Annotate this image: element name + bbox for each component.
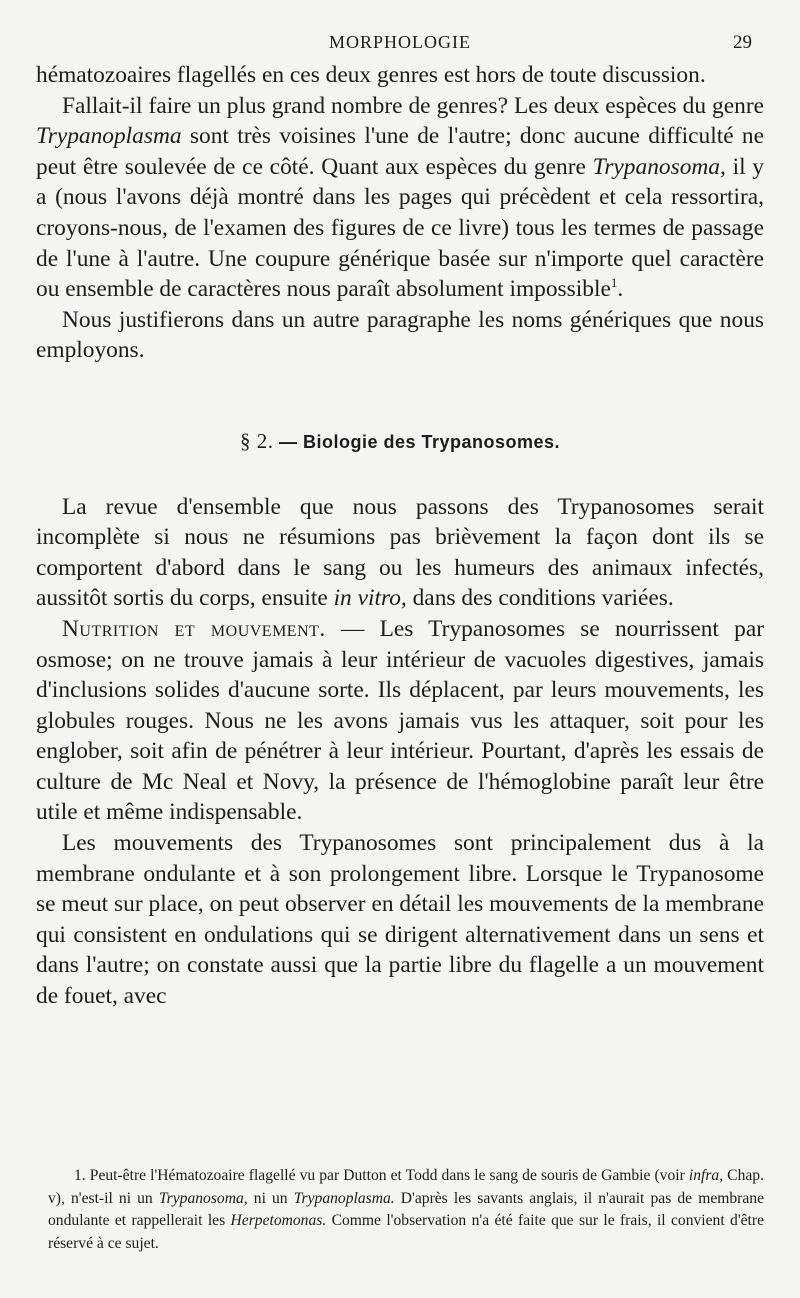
genus-trypanosoma: Trypanosoma,: [592, 153, 726, 180]
footnote-text-a: Peut-être l'Hématozoaire flagellé vu par Dutton et Todd dans le sang de souris de Gambie (voir: [85, 1167, 689, 1184]
footnote-text-d: D'après les savants anglais, il n'aurait pas de membrane ondulante et rappellerait les: [48, 1189, 765, 1229]
footnote-text-e: Comme l'observation n'a été faite que sur le frais, il convient d'être réservé à ce sujet.: [48, 1212, 765, 1252]
paragraph-5-text: — Les Trypanosomes se nourrissent par osmose; on ne trouve jamais à leur intérieur de vacuoles digestives, jamais d'inclusions solides d'aucune sorte. Ils déplacent, par leurs mouvements, les globules rouges. Nous ne les avons jamais vus les attaquer, soit pour les englober, soit afin de pénétrer à leur intérieur. Pourtant, d'après les essais de culture de Mc Neal et Novy, la présence de l'hémoglobine paraît leur être utile et même indispensable.: [36, 615, 764, 826]
paragraph-1: hématozoaires flagellés en ces deux genres est hors de toute discussion.: [36, 62, 706, 88]
footnote-reference[interactable]: 1: [610, 275, 618, 291]
paragraph-2-text-a: Fallait-il faire un plus grand nombre de genres? Les deux espèces du genre: [62, 92, 764, 119]
footnote-text-b: Chap. v), n'est-il ni un: [48, 1167, 764, 1207]
paragraph-2-text-c: il y a (nous l'avons déjà montré dans les pages qui précèdent et cela ressortira, croyons-nous, de l'examen des figures de ce livre) tous les termes de passage de l'une à l'autre. Une coupure générique basée sur n'importe quel caractère ou ensemble de caractères nous paraît absolument impossible: [36, 153, 764, 303]
page-number: 29: [733, 32, 752, 53]
footnote: [48, 1165, 764, 1255]
section-dash: —: [273, 431, 303, 452]
footnote-infra: infra,: [688, 1167, 724, 1184]
footnote-number: 1.: [74, 1167, 86, 1184]
paragraph-6: Les mouvements des Trypanosomes sont principalement dus à la membrane ondulante et à son prolongement libre. Lorsque le Trypanosome se meut sur place, on peut observer en détail les mouvements de la membrane qui consistent en ondulations qui se dirigent alternativement dans un sens et dans l'autre; on constate aussi que la partie libre du flagelle a un mouvement de fouet, avec: [36, 830, 764, 1010]
body-text: [36, 60, 764, 1012]
subsection-heading: Nutrition et mouvement.: [62, 615, 326, 642]
section-title: Biologie des Trypanosomes.: [302, 431, 561, 452]
genus-trypanoplasma: Trypanoplasma: [36, 123, 182, 150]
paragraph-2-end: .: [617, 276, 624, 303]
section-number: § 2.: [239, 428, 274, 453]
paragraph-4-text-b: dans des conditions variées.: [406, 585, 674, 612]
page-header: [0, 30, 800, 58]
in-vitro: in vitro,: [333, 585, 407, 612]
footnote-genus-3: Herpetomonas.: [230, 1212, 327, 1229]
paragraph-2: [36, 91, 764, 305]
footnote-genus-1: Trypanosoma,: [158, 1189, 248, 1207]
paragraph-4-text-a: La revue d'ensemble que nous passons des Trypanosomes serait incomplète si nous ne résumions pas brièvement la façon dont ils se comportent d'abord dans le sang ou les humeurs des animaux infectés, aussitôt sortis du corps, ensuite: [36, 493, 764, 612]
paragraph-2-text-b: sont très voisines l'une de l'autre; donc aucune difficulté ne peut être soulevée de ce côté. Quant aux espèces du genre: [36, 123, 764, 180]
paragraph-4: [36, 492, 764, 614]
section-heading: [36, 426, 764, 458]
running-title: MORPHOLOGIE: [328, 32, 471, 52]
footnote-genus-2: Trypanoplasma.: [293, 1189, 395, 1207]
paragraph-5: [36, 614, 764, 828]
footnote-text-c: ni un: [247, 1189, 294, 1207]
paragraph-3: Nous justifierons dans un autre paragraphe les noms génériques que nous employons.: [36, 306, 764, 364]
